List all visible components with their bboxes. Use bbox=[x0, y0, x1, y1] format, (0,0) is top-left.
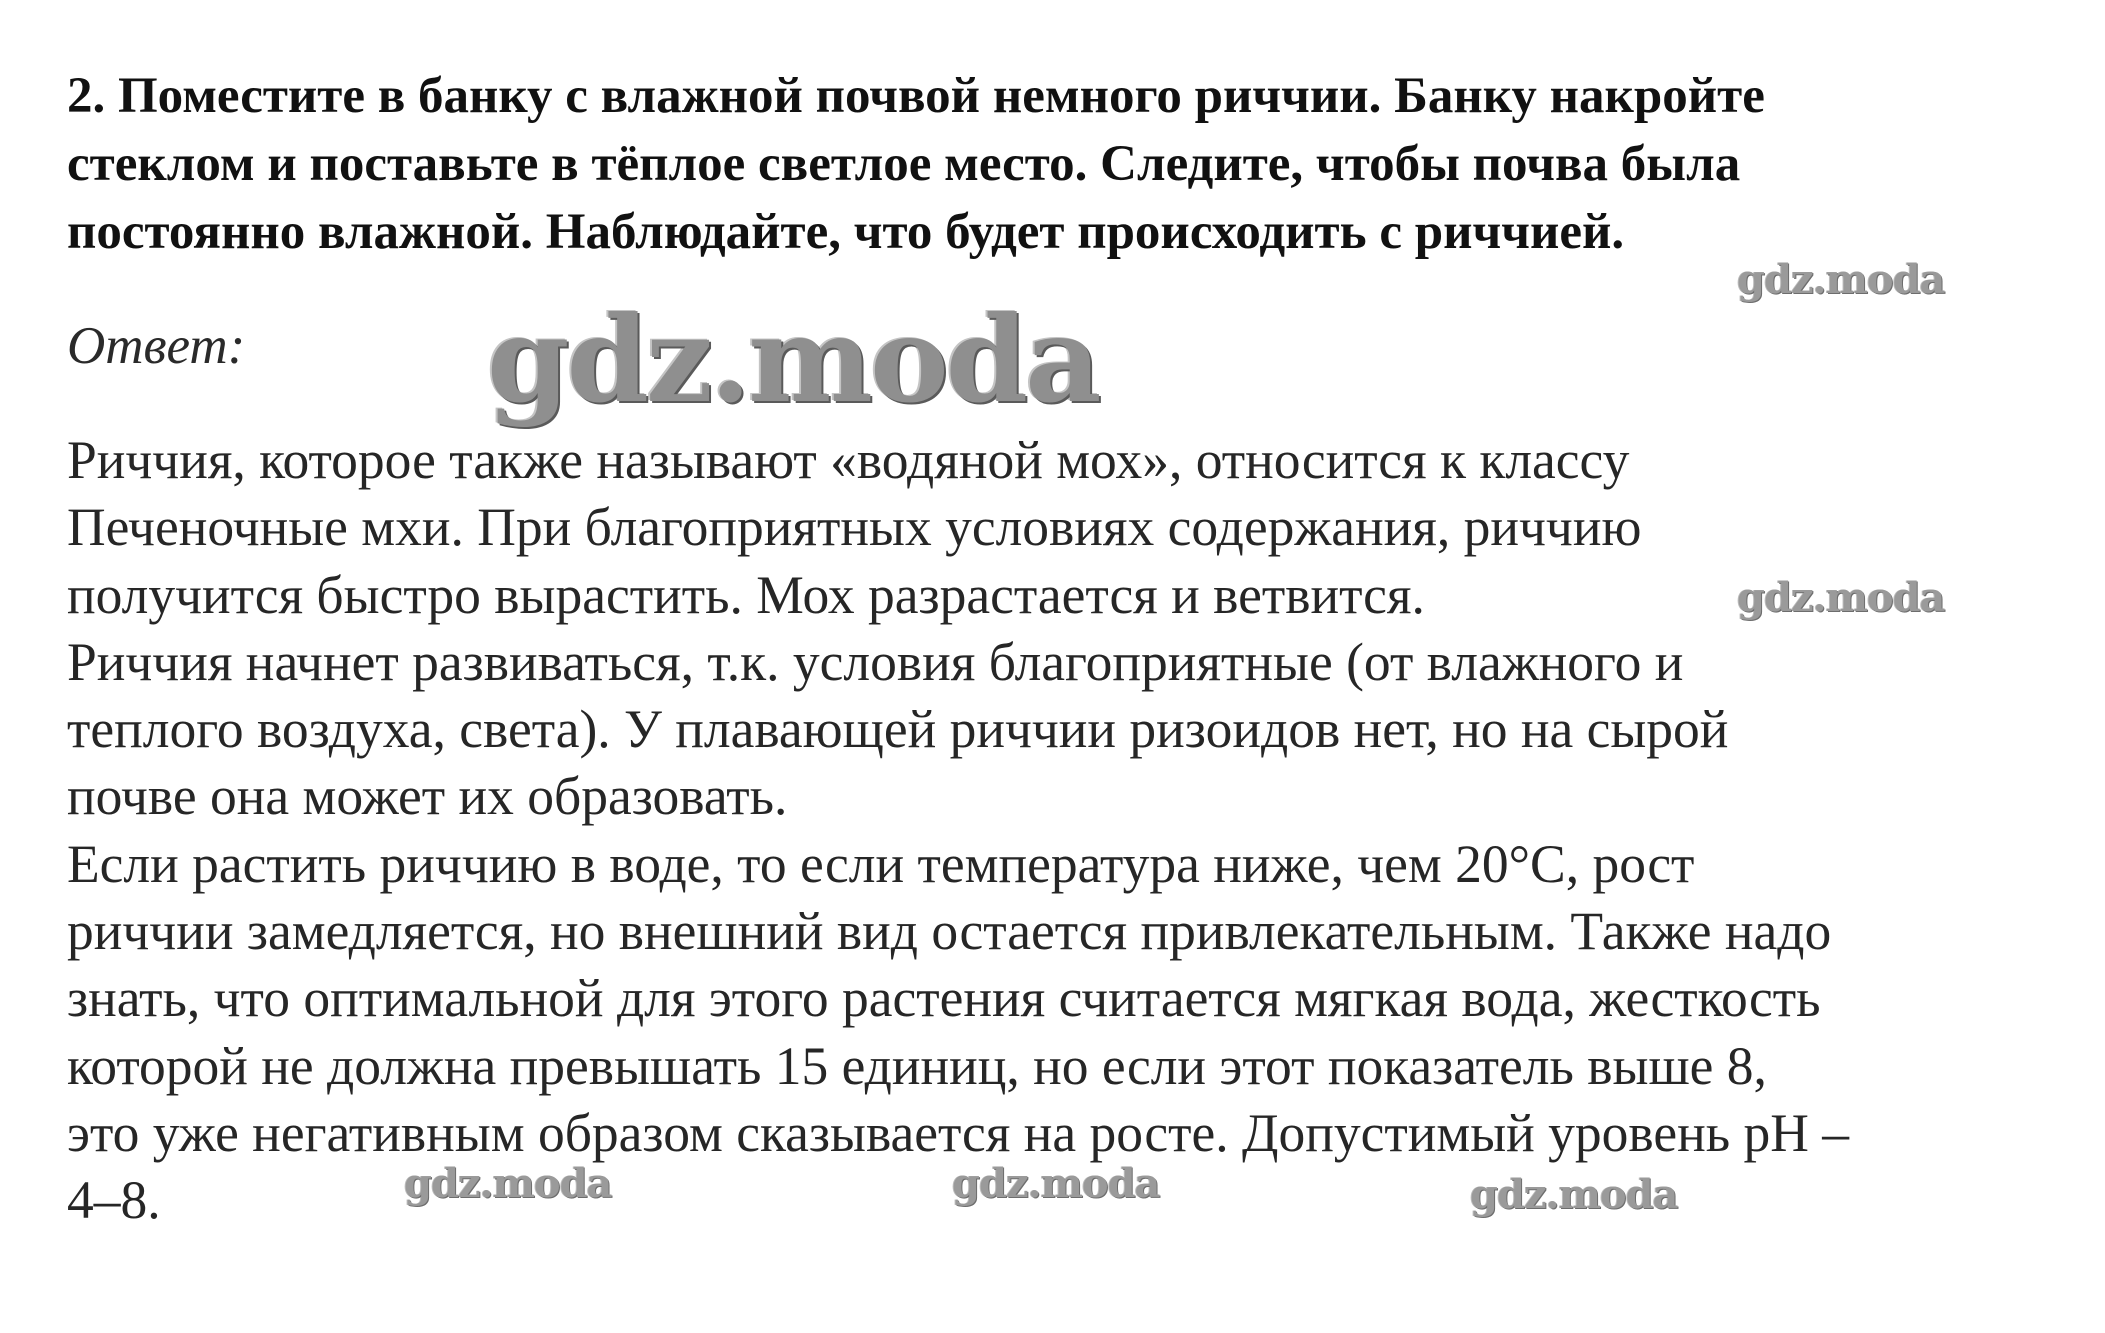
watermark-small: gdz.moda bbox=[1737, 256, 1945, 303]
answer-line: которой не должна превышать 15 единиц, но если этот показатель выше 8, bbox=[67, 1035, 1767, 1096]
answer-line: почве она может их образовать. bbox=[67, 766, 788, 827]
answer-line: 4–8. bbox=[67, 1170, 161, 1231]
answer-line: риччии замедляется, но внешний вид остается привлекательным. Также надо bbox=[67, 901, 1832, 962]
answer-line: Риччия начнет развиваться, т.к. условия благоприятные (от влажного и bbox=[67, 631, 1684, 692]
answer-line: получится быстро вырастить. Мох разрастается и ветвится. bbox=[67, 564, 1425, 625]
watermark-small: gdz.moda bbox=[1470, 1171, 1678, 1218]
answer-label: Ответ: bbox=[67, 317, 246, 375]
answer-body bbox=[67, 427, 2077, 1235]
task-line: стеклом и поставьте в тёплое светлое место. Следите, чтобы почва была bbox=[67, 136, 1741, 192]
watermark-small: gdz.moda bbox=[404, 1160, 612, 1207]
task-line: постоянно влажной. Наблюдайте, что будет происходить с риччией. bbox=[67, 204, 1625, 260]
answer-line: Печеночные мхи. При благоприятных условиях содержания, риччию bbox=[67, 497, 1642, 558]
watermark-small: gdz.moda bbox=[1737, 574, 1945, 621]
watermark-small: gdz.moda bbox=[952, 1160, 1160, 1207]
task-text bbox=[67, 62, 2057, 266]
answer-line: Если растить риччию в воде, то если температура ниже, чем 20°C, рост bbox=[67, 833, 1695, 894]
answer-line: это уже негативным образом сказывается на росте. Допустимый уровень pH – bbox=[67, 1102, 1850, 1163]
task-line: 2. Поместите в банку с влажной почвой немного риччии. Банку накройте bbox=[67, 68, 1765, 124]
answer-line: теплого воздуха, света). У плавающей риччии ризоидов нет, но на сырой bbox=[67, 699, 1729, 760]
watermark-large: gdz.moda bbox=[487, 290, 1099, 429]
answer-line: Риччия, которое также называют «водяной мох», относится к классу bbox=[67, 430, 1630, 490]
answer-line: знать, что оптимальной для этого растения считается мягкая вода, жесткость bbox=[67, 968, 1821, 1029]
